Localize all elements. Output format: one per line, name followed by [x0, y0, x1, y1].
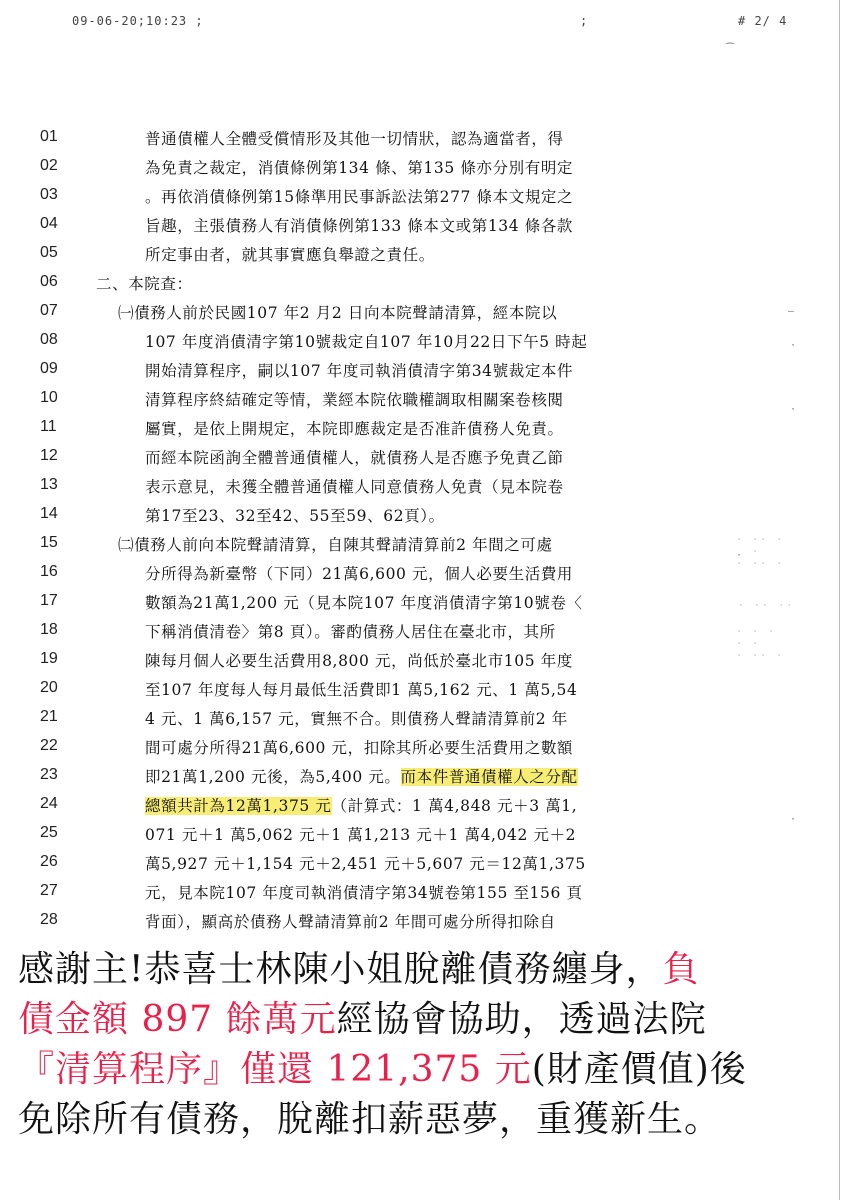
- highlighted-text: 而本件普通債權人之分配: [400, 768, 578, 786]
- banner-line-1: [18, 941, 699, 992]
- line-text: 普通債權人全體受償情形及其他一切情狀，認為適當者，得: [145, 130, 564, 148]
- banner-red-text: 債金額 897 餘萬元: [18, 999, 337, 1040]
- line-text: 清算程序終結確定等情，業經本院依職權調取相關案卷核閱: [145, 391, 564, 409]
- text-line: [0, 646, 848, 675]
- text-line: [0, 153, 848, 182]
- text-line: [0, 327, 848, 356]
- banner-line-3: [18, 1041, 747, 1092]
- line-text: 4 元、1 萬6,157 元，實無不合。則債務人聲請清算前2 年: [145, 710, 568, 728]
- text-line: [0, 907, 848, 936]
- text-line: [0, 878, 848, 907]
- banner-text: 免除所有債務，脫離扣薪惡夢，重獲新生。: [18, 1099, 722, 1140]
- scan-speck: ·: [790, 340, 799, 351]
- line-number: 28: [40, 911, 58, 928]
- line-number: 07: [40, 302, 58, 319]
- line-number: 06: [40, 273, 58, 290]
- line-text: ㈡債務人前向本院聲請清算，自陳其聲請清算前2 年間之可處: [118, 536, 553, 554]
- line-number: 25: [40, 824, 58, 841]
- scan-speck: ⁀: [726, 44, 737, 55]
- fax-mark: ;: [580, 14, 589, 28]
- scan-speck-cluster: ˙ ˙ ˙ ˙ ˙ ˙ ˙˙ ˙: [736, 630, 785, 665]
- line-text: 而經本院函詢全體普通債權人，就債務人是否應予免責乙節: [145, 449, 564, 467]
- line-text-with-highlight: [145, 794, 577, 816]
- line-text: 數額為21萬1,200 元（見本院107 年度消債清字第10號卷〈: [145, 594, 583, 612]
- banner-text: 經協會協助，透過法院: [336, 999, 707, 1040]
- line-number: 04: [40, 215, 58, 232]
- line-number: 10: [40, 389, 58, 406]
- line-text: 第17至23、32至42、55至59、62頁）。: [145, 507, 445, 525]
- text-line: [0, 472, 848, 501]
- line-text: ㈠債務人前於民國107 年2 月2 日向本院聲請清算，經本院以: [118, 304, 558, 322]
- plain-text: 即21萬1,200 元後，為5,400 元。: [145, 768, 401, 786]
- text-line: [0, 414, 848, 443]
- line-number: 23: [40, 766, 58, 783]
- banner-text: 感謝主!恭喜士林陳小姐脫離債務纏身，: [18, 949, 663, 990]
- line-text: 旨趣，主張債務人有消債條例第133 條本文或第134 條各款: [145, 217, 574, 235]
- line-text: 表示意見，未獲全體普通債權人同意債務人免責（見本院卷: [145, 478, 564, 496]
- judgment-text-body: [0, 124, 848, 936]
- banner-line-2: [18, 991, 707, 1042]
- text-line: [0, 849, 848, 878]
- scan-speck: —: [788, 306, 797, 317]
- banner-line-4: [18, 1091, 721, 1142]
- line-text: 107 年度消債清字第10號裁定自107 年10月22日下午5 時起: [145, 333, 588, 351]
- text-line: [0, 211, 848, 240]
- line-number: 12: [40, 447, 58, 464]
- line-text: 下稱消債清卷〉第8 頁）。審酌債務人居住在臺北市，其所: [145, 623, 556, 641]
- banner-text: (財產價值)後: [531, 1049, 747, 1090]
- line-number: 22: [40, 737, 58, 754]
- text-line: [0, 501, 848, 530]
- line-number: 24: [40, 795, 58, 812]
- line-number: 21: [40, 708, 58, 725]
- banner-red-text: 『清算程序』僅還 121,375 元: [18, 1049, 532, 1090]
- line-number: 05: [40, 244, 58, 261]
- line-text: 萬5,927 元＋1,154 元＋2,451 元＋5,607 元＝12萬1,375: [145, 855, 586, 873]
- scan-speck: ·: [790, 404, 799, 415]
- text-line: [0, 588, 848, 617]
- scan-speck-cluster: ˙ ˙˙ ˙ · ˙ ˙ ˙˙ ˙: [736, 538, 785, 573]
- highlighted-text: 總額共計為12萬1,375 元: [145, 797, 332, 815]
- line-number: 20: [40, 679, 58, 696]
- text-line: [0, 443, 848, 472]
- line-text: 至107 年度每人每月最低生活費即1 萬5,162 元、1 萬5,54: [145, 681, 578, 699]
- line-number: 02: [40, 157, 58, 174]
- plain-text: （計算式：1 萬4,848 元＋3 萬1,: [331, 797, 578, 815]
- line-text: 屬實，是依上開規定，本院即應裁定是否准許債務人免責。: [145, 420, 564, 438]
- line-text: 開始清算程序，嗣以107 年度司執消債清字第34號裁定本件: [145, 362, 574, 380]
- line-number: 08: [40, 331, 58, 348]
- line-number: 27: [40, 882, 58, 899]
- page-number: # 2/ 4: [738, 14, 788, 28]
- line-text: 所定事由者，就其事實應負舉證之責任。: [145, 246, 435, 264]
- line-text-with-highlight: [145, 765, 578, 787]
- line-text: 元，見本院107 年度司執消債清字第34號卷第155 至156 頁: [145, 884, 583, 902]
- line-number: 15: [40, 534, 58, 551]
- text-line: [0, 704, 848, 733]
- fax-timestamp: 09-06-20;10:23 ;: [72, 14, 204, 28]
- banner-red-text: 負: [662, 949, 700, 990]
- text-line: [0, 530, 848, 559]
- line-number: 16: [40, 563, 58, 580]
- line-number: 17: [40, 592, 58, 609]
- text-line: [0, 385, 848, 414]
- text-line: [0, 269, 848, 298]
- fax-header: [0, 10, 848, 34]
- line-text: 背面），顯高於債務人聲請清算前2 年間可處分所得扣除自: [145, 913, 556, 931]
- line-number: 26: [40, 853, 58, 870]
- line-number: 11: [40, 418, 57, 435]
- line-text: 陳每月個人必要生活費用8,800 元，尚低於臺北市105 年度: [145, 652, 573, 670]
- text-line: [0, 820, 848, 849]
- text-line: [0, 559, 848, 588]
- text-line: [0, 675, 848, 704]
- scan-speck: ·: [790, 814, 799, 825]
- line-number: 03: [40, 186, 58, 203]
- testimonial-banner: [0, 935, 818, 1140]
- line-text: 為免責之裁定，消債條例第134 條、第135 條亦分別有明定: [145, 159, 574, 177]
- text-line: [0, 791, 848, 820]
- line-number: 19: [40, 650, 58, 667]
- text-line: [0, 617, 848, 646]
- text-line: [0, 240, 848, 269]
- line-number: 18: [40, 621, 58, 638]
- line-text: 間可處分所得21萬6,600 元，扣除其所必要生活費用之數額: [145, 739, 574, 757]
- text-line: [0, 182, 848, 211]
- text-line: [0, 356, 848, 385]
- text-line: [0, 762, 848, 791]
- line-text: 。再依消債條例第15條準用民事訴訟法第277 條本文規定之: [145, 188, 574, 206]
- line-number: 09: [40, 360, 58, 377]
- section-heading: 二、本院查：: [96, 275, 193, 293]
- line-text: 071 元＋1 萬5,062 元＋1 萬1,213 元＋1 萬4,042 元＋2: [145, 826, 577, 844]
- line-number: 13: [40, 476, 58, 493]
- line-number: 01: [40, 128, 58, 145]
- line-number: 14: [40, 505, 58, 522]
- text-line: [0, 733, 848, 762]
- text-line: [0, 298, 848, 327]
- line-text: 分所得為新臺幣（下同）21萬6,600 元，個人必要生活費用: [145, 565, 574, 583]
- text-line: [0, 124, 848, 153]
- scan-speck-cluster: ˙ ˙˙ ˙˙: [738, 604, 795, 615]
